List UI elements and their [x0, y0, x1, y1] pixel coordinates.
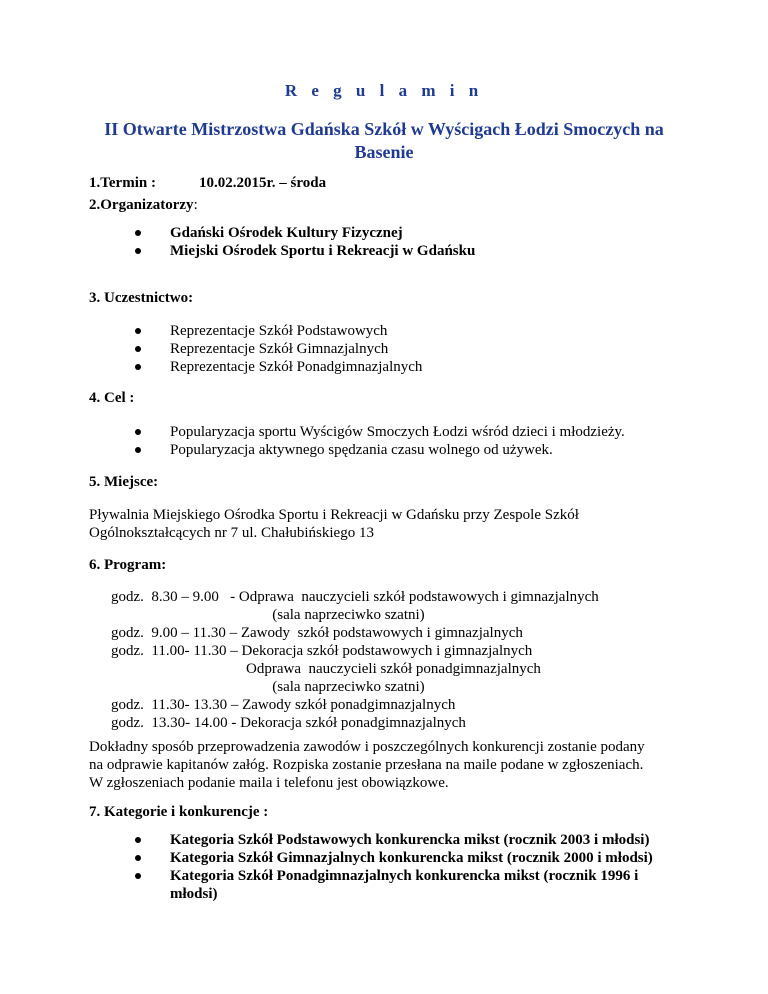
- program-row: godz. 8.30 – 9.00 - Odprawa nauczycieli szkół podstawowych i gimnazjalnych: [111, 589, 599, 605]
- program-row: godz. 9.00 – 11.30 – Zawody szkół podstawowych i gimnazjalnych: [111, 625, 523, 641]
- list-item: Kategoria Szkół Podstawowych konkurencka mikst (rocznik 2003 i młodsi): [133, 831, 653, 849]
- list-item: Reprezentacje Szkół Gimnazjalnych: [133, 340, 422, 358]
- list-item: Popularyzacja aktywnego spędzania czasu wolnego od używek.: [133, 441, 625, 459]
- program-row: godz. 13.30- 14.00 - Dekoracja szkół ponadgimnazjalnych: [111, 715, 466, 731]
- notes-line-1: Dokładny sposób przeprowadzenia zawodów i poszczególnych konkurencji zostanie podany: [89, 739, 645, 755]
- kategorie-list: [133, 831, 653, 885]
- uczestnictwo-list: [133, 322, 422, 376]
- cel-heading: 4. Cel :: [89, 390, 135, 406]
- list-item: Kategoria Szkół Gimnazjalnych konkurencka mikst (rocznik 2000 i młodsi): [133, 849, 653, 867]
- miejsce-line-2: Ogólnokształcących nr 7 ul. Chałubińskiego 13: [89, 525, 374, 541]
- program-row: Odprawa nauczycieli szkół ponadgimnazjalnych: [111, 661, 541, 677]
- list-item: Kategoria Szkół Ponadgimnazjalnych konkurencka mikst (rocznik 1996 i: [133, 867, 653, 885]
- organizatorzy-colon: :: [193, 197, 198, 213]
- organizatorzy-list: [133, 224, 475, 260]
- program-heading: 6. Program:: [89, 557, 167, 573]
- list-item: Reprezentacje Szkół Podstawowych: [133, 322, 422, 340]
- notes-line-3: W zgłoszeniach podanie maila i telefonu jest obowiązkowe.: [89, 775, 449, 791]
- program-schedule: [111, 588, 599, 732]
- cel-list: [133, 423, 625, 459]
- list-item: Gdański Ośrodek Kultury Fizycznej: [133, 224, 475, 242]
- list-item: Reprezentacje Szkół Ponadgimnazjalnych: [133, 358, 422, 376]
- organizatorzy-heading: [89, 196, 198, 214]
- title-line-2: Basenie: [354, 142, 414, 162]
- notes-text: [89, 738, 689, 792]
- program-row: (sala naprzeciwko szatni): [111, 679, 425, 695]
- list-item: Miejski Ośrodek Sportu i Rekreacji w Gdańsku: [133, 242, 475, 260]
- document-title: [89, 118, 679, 164]
- list-item: Popularyzacja sportu Wyścigów Smoczych Łodzi wśród dzieci i młodzieży.: [133, 423, 625, 441]
- uczestnictwo-heading: 3. Uczestnictwo:: [89, 290, 194, 306]
- termin-value: 10.02.2015r. – środa: [199, 175, 327, 191]
- title-line-1: II Otwarte Mistrzostwa Gdańska Szkół w Wyścigach Łodzi Smoczych na: [104, 119, 664, 139]
- miejsce-text: [89, 506, 689, 542]
- miejsce-heading: 5. Miejsce:: [89, 474, 159, 490]
- organizatorzy-label: 2.Organizatorzy: [89, 197, 194, 213]
- program-row: godz. 11.30- 13.30 – Zawody szkół ponadgimnazjalnych: [111, 697, 456, 713]
- miejsce-line-1: Pływalnia Miejskiego Ośrodka Sportu i Rekreacji w Gdańsku przy Zespole Szkół: [89, 507, 579, 523]
- notes-line-2: na odprawie kapitanów załóg. Rozpiska zostanie przesłana na maile podane w zgłoszeniach.: [89, 757, 644, 773]
- kategorie-heading: 7. Kategorie i konkurencje :: [89, 804, 269, 820]
- program-row: (sala naprzeciwko szatni): [111, 607, 425, 623]
- termin-label: 1.Termin :: [89, 175, 156, 191]
- document-heading: R e g u l a m i n: [284, 81, 484, 100]
- kategorie-item-3-continuation: młodsi): [170, 886, 218, 902]
- program-row: godz. 11.00- 11.30 – Dekoracja szkół podstawowych i gimnazjalnych: [111, 643, 533, 659]
